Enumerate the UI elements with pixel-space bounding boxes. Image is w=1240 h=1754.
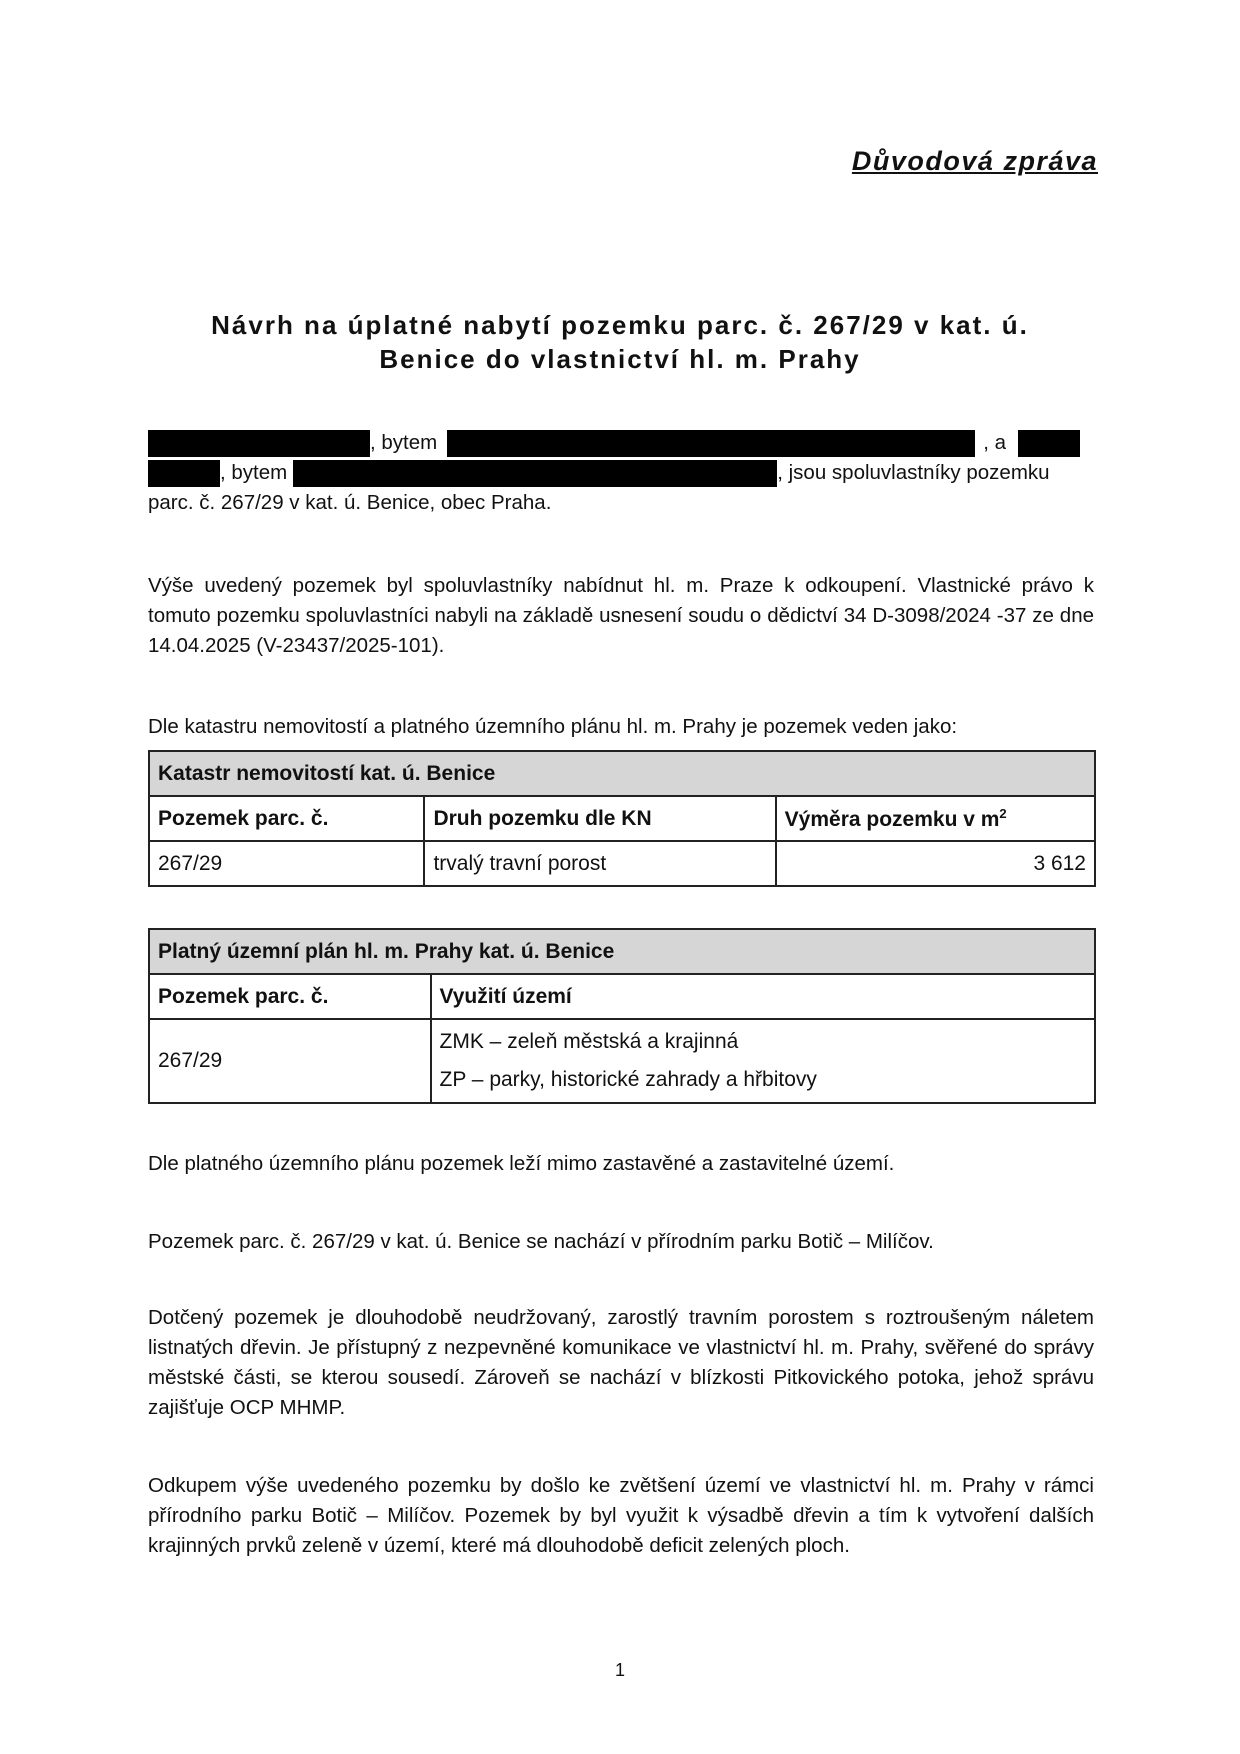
owners-bytem-2: , bytem [220,461,288,484]
usage-zmk: ZMK – zeleň městská a krajinná [439,1030,739,1053]
cadastre-table-title: Katastr nemovitostí kat. ú. Benice [149,751,1095,796]
redacted-address-1 [447,430,975,457]
cadastre-type-cell: trvalý travní porost [424,841,775,886]
owners-line-2 [148,458,1094,488]
nature-park-paragraph: Pozemek parc. č. 267/29 v kat. ú. Benice se nachází v přírodním parku Botič – Milíčov. [148,1230,934,1253]
owners-line-3: parc. č. 267/29 v kat. ú. Benice, obec Praha. [148,491,552,514]
cadastre-col-parcel: Pozemek parc. č. [149,796,424,841]
table-row [149,841,1095,886]
offer-paragraph: Výše uvedený pozemek byl spoluvlastníky nabídnut hl. m. Praze k odkoupení. Vlastnické právo k tomuto pozemku spoluvlastníci nabyli na základě usnesení soudu o dědictví 34 D-3098/2024 -37 ze dne 14.04.2025 (V-23437/2025-101). [148,574,1094,657]
outside-built-area-paragraph: Dle platného územního plánu pozemek leží mimo zastavěné a zastavitelné území. [148,1152,895,1175]
table-row [149,1019,1095,1103]
cadastre-area-cell: 3 612 [776,841,1095,886]
title-line-1: Návrh na úplatné nabytí pozemku parc. č. 267/29 v kat. ú. [211,310,1029,340]
owners-co-owners-text: , jsou spoluvlastníky pozemku [777,461,1050,484]
owners-bytem-1: , bytem [370,431,438,454]
redacted-address-2 [293,460,777,487]
title-line-2: Benice do vlastnictví hl. m. Prahy [379,344,861,374]
land-condition-paragraph: Dotčený pozemek je dlouhodobě neudržovaný, zarostlý travním porostem s roztroušeným náletem listnatých dřevin. Je přístupný z nezpevněné komunikace ve vlastnictví hl. m. Prahy, svěřené do správy městské části, se kterou sousedí. Zároveň se nachází v blízkosti Pitkovického potoka, jehož správu zajišťuje OCP MHMP. [148,1306,1094,1419]
plan-usage-cell [431,1019,1095,1103]
plan-col-parcel: Pozemek parc. č. [149,974,431,1019]
cadastre-col-type: Druh pozemku dle KN [424,796,775,841]
usage-zp: ZP – parky, historické zahrady a hřbitovy [439,1068,817,1091]
redacted-name-2b [148,460,220,487]
plan-col-usage: Využití území [431,974,1095,1019]
owners-and: , a [983,431,1007,454]
tables-intro: Dle katastru nemovitostí a platného územního plánu hl. m. Prahy je pozemek veden jako: [148,715,958,738]
owners-line-1 [148,428,1094,458]
cadastre-table [148,750,1096,887]
cadastre-col-area: Výměra pozemku v $m^2$ [776,796,1095,841]
cadastre-parcel-cell: 267/29 [149,841,424,886]
plan-parcel-cell: 267/29 [149,1019,431,1103]
redacted-name-1 [148,430,370,457]
page-number: 1 [614,1660,625,1680]
redacted-name-2a [1018,430,1080,457]
document-header: Důvodová zpráva [851,146,1098,176]
owners-paragraph [148,428,1094,518]
plan-table-title: Platný územní plán hl. m. Prahy kat. ú. Benice [149,929,1095,974]
purpose-paragraph: Odkupem výše uvedeného pozemku by došlo ke zvětšení území ve vlastnictví hl. m. Prahy v rámci přírodního parku Botič – Milíčov. Pozemek by byl využit k výsadbě dřevin a tím k vytvoření dalších krajinných prvků zeleně v území, které má dlouhodobě deficit zelených ploch. [148,1474,1094,1557]
zoning-plan-table [148,928,1096,1104]
document-title [150,308,1090,376]
